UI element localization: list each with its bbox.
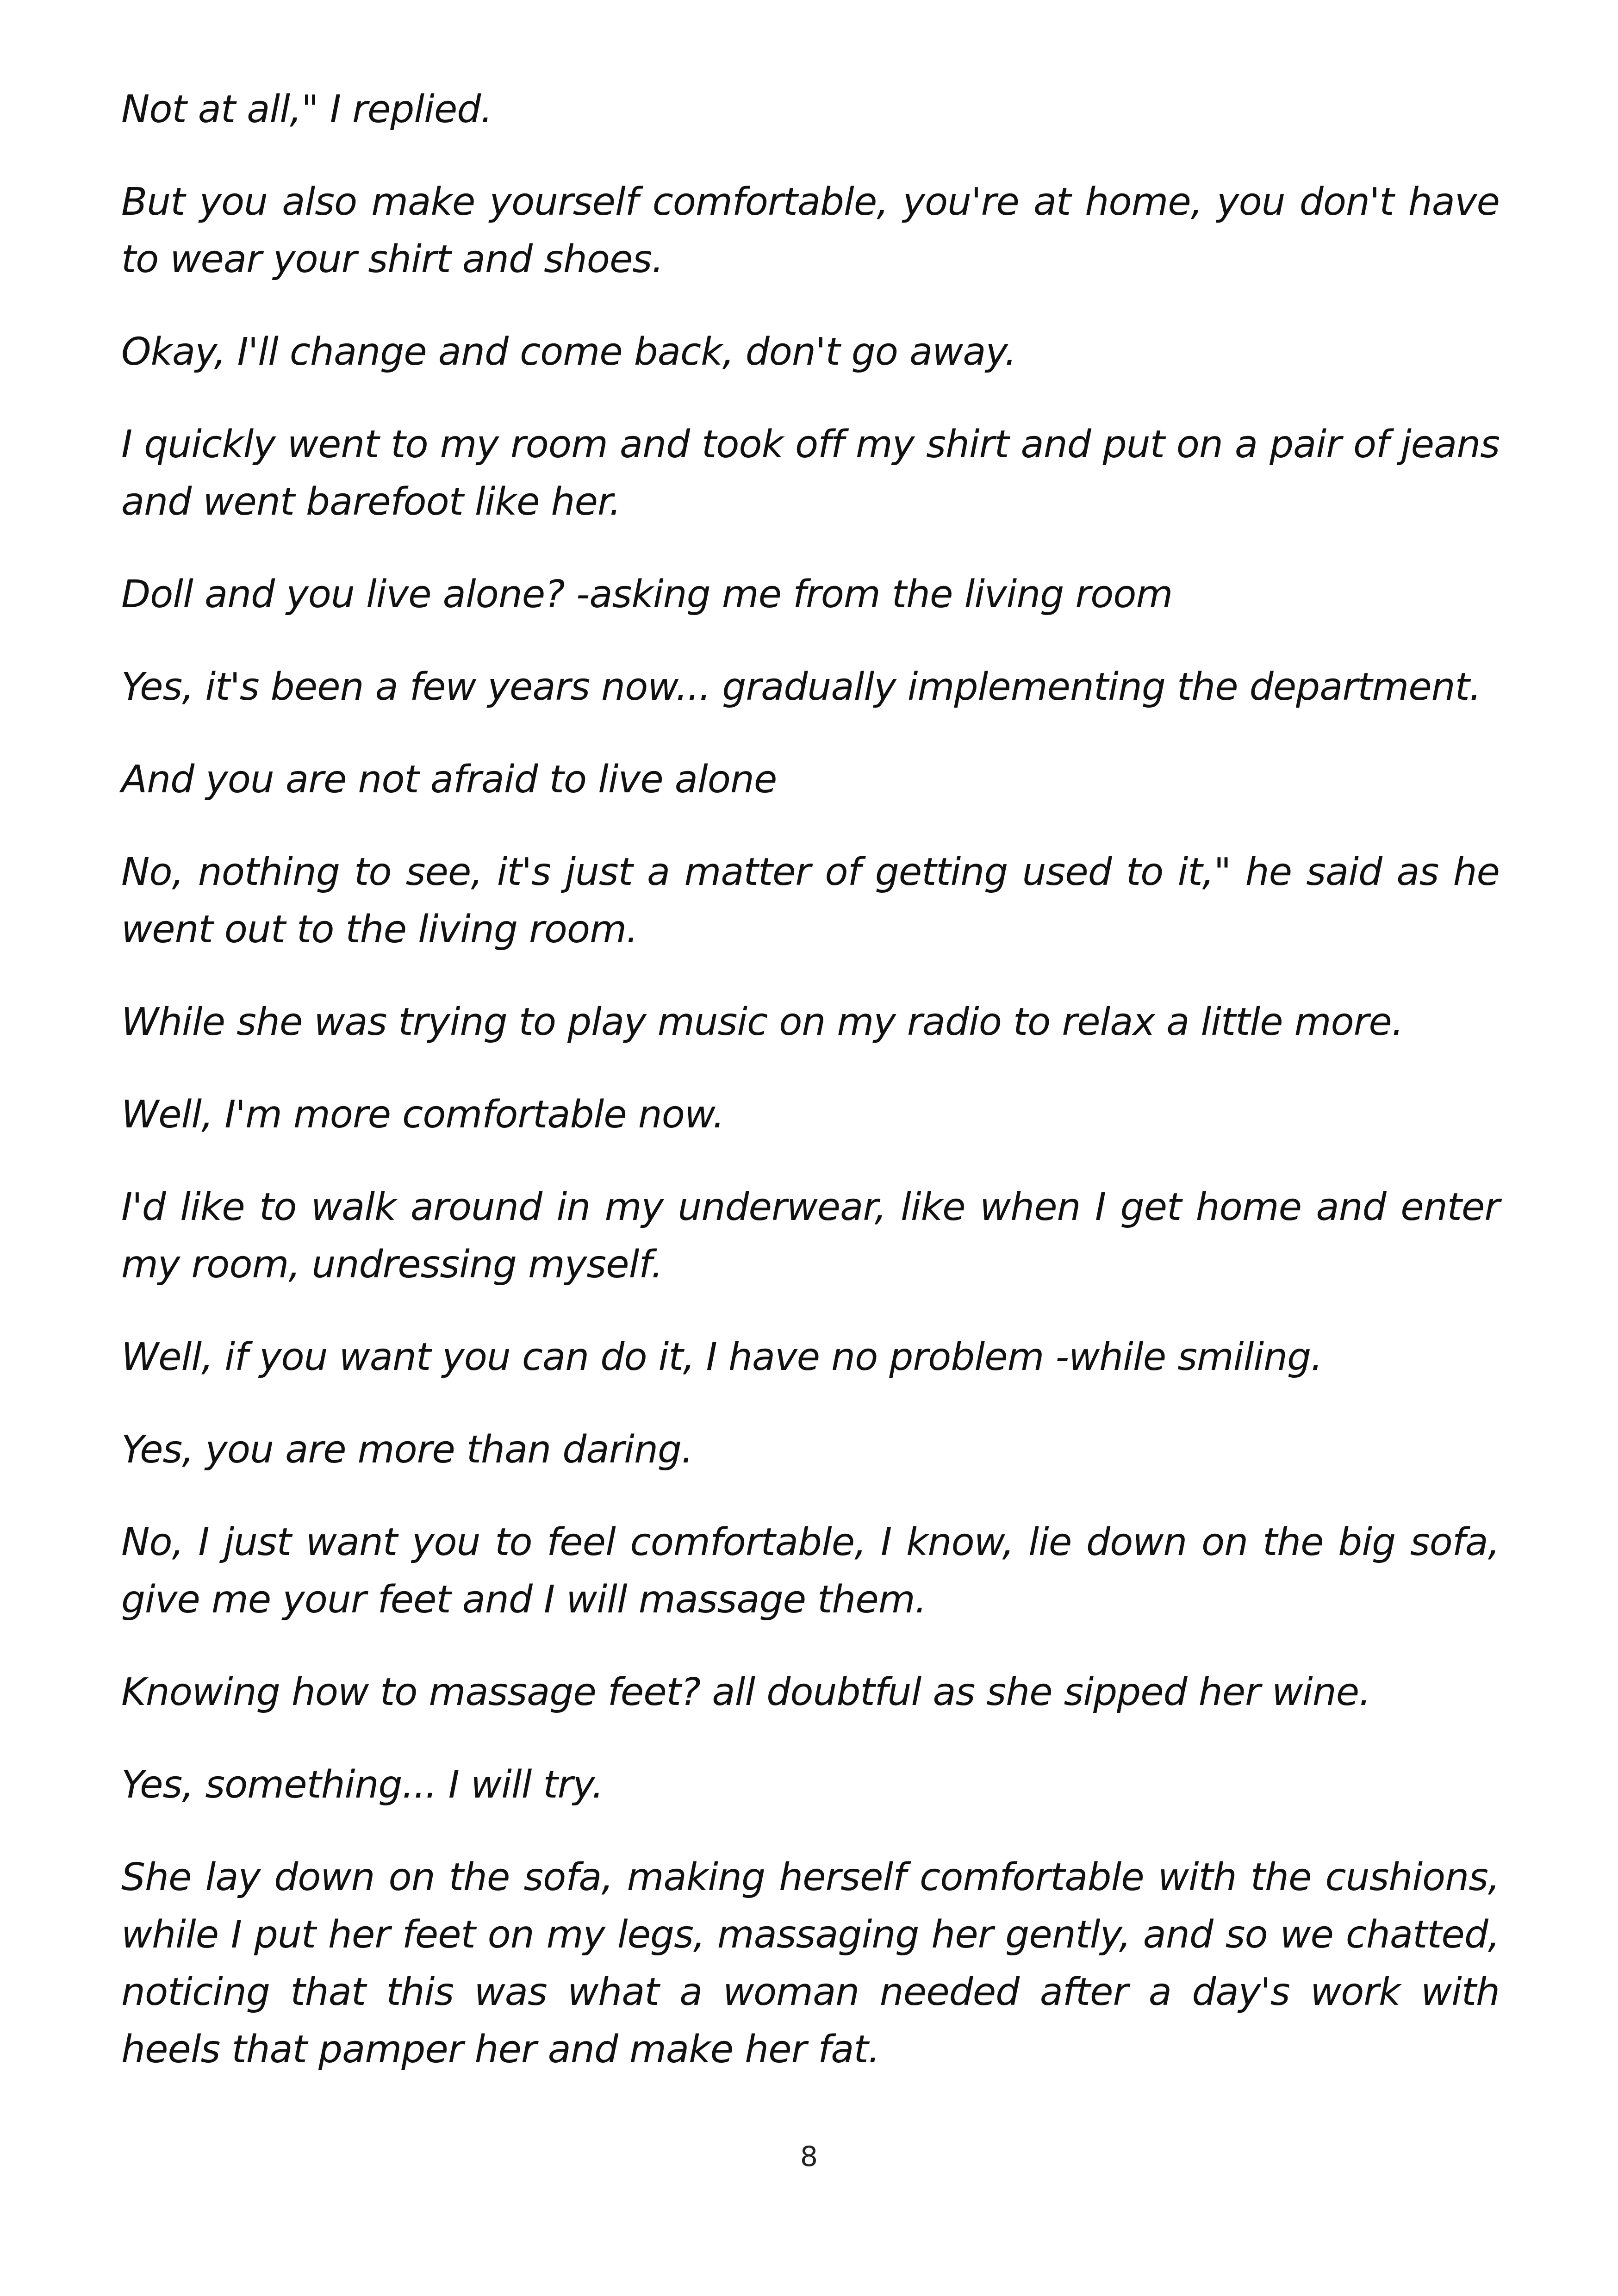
- paragraph: While she was trying to play music on my radio to relax a little more.: [121, 1000, 1403, 1044]
- paragraph: No, nothing to see, it's just a matter of getting used to it," he said as he went out to the living room.: [121, 850, 1500, 952]
- body-text: [121, 81, 1500, 2114]
- paragraph: I'd like to walk around in my underwear, like when I get home and enter my room, undressing myself.: [121, 1185, 1500, 1287]
- page-number: 8: [800, 2140, 818, 2173]
- paragraph: I quickly went to my room and took off my shirt and put on a pair of jeans and went barefoot like her.: [121, 423, 1500, 524]
- paragraph: She lay down on the sofa, making herself comfortable with the cushions, while I put her feet on my legs, massaging her gently, and so we chatted, noticing that this was what a woman needed after a day's work with heels that pamper her and make her fat.: [121, 1855, 1500, 2072]
- paragraph: Not at all," I replied.: [121, 87, 492, 131]
- paragraph: Okay, I'll change and come back, don't go away.: [121, 330, 1016, 374]
- paragraph: No, I just want you to feel comfortable, I know, lie down on the big sofa, give me your feet and I will massage them.: [121, 1520, 1500, 1622]
- paragraph: Well, if you want you can do it, I have no problem -while smiling.: [121, 1335, 1323, 1379]
- paragraph: Well, I'm more comfortable now.: [121, 1093, 724, 1137]
- paragraph: Yes, something... I will try.: [121, 1763, 604, 1807]
- paragraph: Knowing how to massage feet? all doubtful as she sipped her wine.: [121, 1670, 1371, 1714]
- paragraph: Yes, you are more than daring.: [121, 1428, 693, 1472]
- paragraph: But you also make yourself comfortable, you're at home, you don't have to wear your shirt and shoes.: [121, 180, 1500, 281]
- paragraph: And you are not afraid to live alone: [121, 758, 777, 802]
- paragraph: Yes, it's been a few years now... gradually implementing the department.: [121, 665, 1481, 709]
- paragraph: Doll and you live alone? -asking me from the living room: [121, 572, 1173, 616]
